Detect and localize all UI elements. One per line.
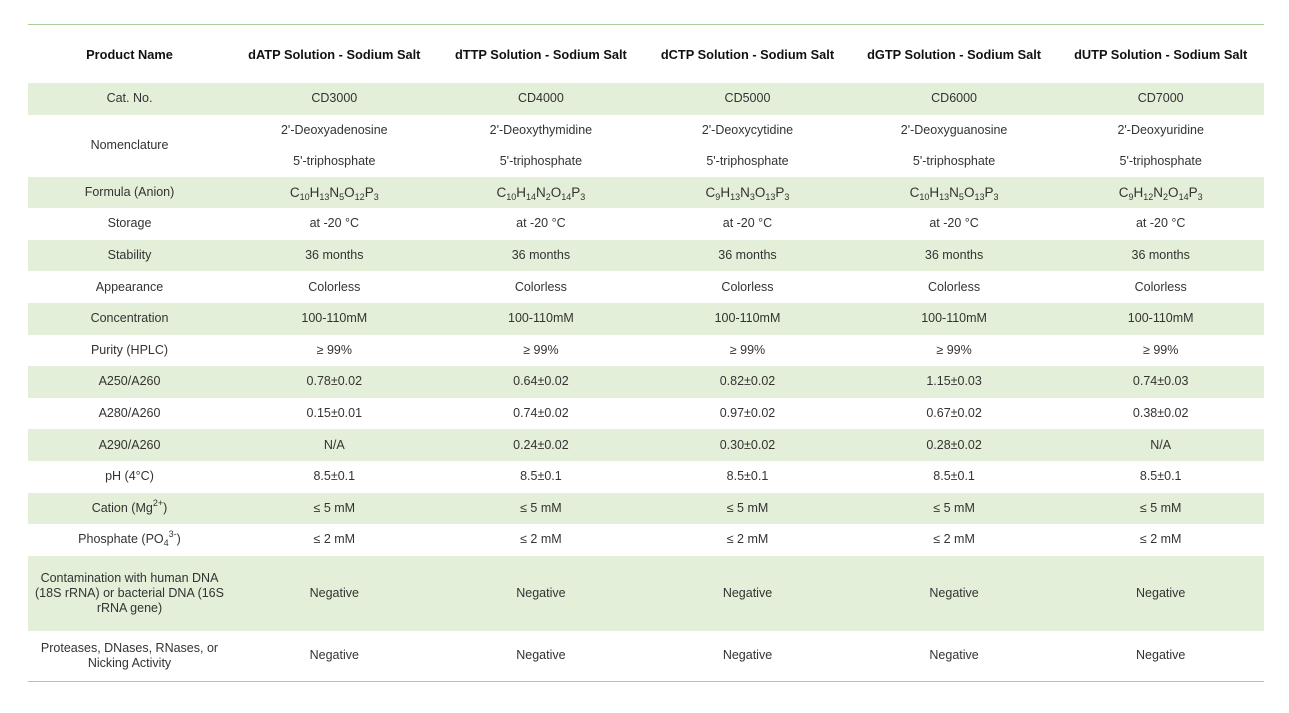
formula-element: H [516,184,526,200]
product-specifications [28,24,1264,682]
cell: 0.74±0.03 [1057,366,1264,398]
row-cation [28,493,1264,525]
formula-subscript: 3 [993,191,999,202]
cell: 100-110mM [851,303,1058,335]
row-label: Storage [107,216,152,231]
row-label: Purity (HPLC) [90,342,169,357]
cell: Negative [438,556,645,631]
row-label: Nomenclature [90,138,169,153]
cell: Colorless [721,279,774,294]
cell: 0.30±0.02 [644,429,851,461]
row-label: Cat. No. [28,83,231,115]
formula-subscript: 14 [561,191,572,202]
cell: ≤ 5 mM [644,493,851,525]
formula-element: N [949,184,959,200]
formula-element: O [1168,184,1179,200]
formula-element: C [1118,184,1129,200]
cell: at -20 °C [929,216,979,231]
row-phosphate [28,524,1264,556]
row-label: Appearance [95,279,164,294]
cell: CD3000 [231,83,438,115]
header-product: dATP Solution - Sodium Salt [248,46,421,62]
cell: at -20 °C [722,216,773,231]
row-ph [28,461,1264,493]
formula-element: C [705,184,716,200]
phosphate-label-sup: 3- [168,529,177,540]
cell: CD7000 [1057,83,1264,115]
formula-cell [851,177,1058,209]
row-storage [28,208,1264,240]
cation-label-post: ) [163,500,168,515]
row-label: A290/A260 [28,429,231,461]
cell: 36 months [438,240,645,272]
cell: 8.5±0.1 [520,469,562,484]
nomenclature-line1: 2'-Deoxythymidine [489,122,593,137]
cell: ≤ 5 mM [851,493,1058,525]
cation-label-pre: Cation (Mg [91,500,153,515]
row-proteases [28,631,1264,682]
cell: 8.5±0.1 [726,469,769,484]
formula-subscript: 3 [580,191,586,202]
formula-subscript: 3 [749,191,755,202]
cell: 0.15±0.01 [306,406,363,421]
cell: ≤ 5 mM [231,493,438,525]
cell: Negative [231,556,438,631]
cell [231,115,438,177]
cell: 8.5±0.1 [313,469,356,484]
row-a290-a260 [28,429,1264,461]
formula-subscript: 2 [1163,191,1169,202]
header-label: Product Name [86,46,173,62]
formula-element: C [909,184,920,200]
header-product: dCTP Solution - Sodium Salt [660,46,835,62]
cell: 1.15±0.03 [851,366,1058,398]
cell: CD6000 [851,83,1058,115]
row-purity [28,335,1264,367]
cell: 0.38±0.02 [1132,406,1189,421]
cell: at -20 °C [309,216,360,231]
cell: 100-110mM [1057,303,1264,335]
formula-subscript: 3 [1197,191,1203,202]
formula-element: H [720,184,731,200]
cell: Colorless [514,279,567,294]
cell: 36 months [1057,240,1264,272]
cell: Negative [722,648,773,663]
formula-cell [231,177,438,209]
cell: ≤ 2 mM [726,532,769,547]
nomenclature-line2: 5'-triphosphate [1119,153,1202,168]
nomenclature-line2: 5'-triphosphate [706,153,789,168]
phosphate-label-post: ) [176,532,181,547]
cell: CD5000 [644,83,851,115]
row-a280-a260 [28,398,1264,430]
formula-subscript: 9 [715,191,721,202]
cell: 0.97±0.02 [719,406,776,421]
header-product: dTTP Solution - Sodium Salt [454,46,627,62]
cell: 0.24±0.02 [438,429,645,461]
nomenclature-line1: 2'-Deoxyadenosine [280,122,388,137]
row-nomenclature [28,115,1264,177]
formula-subscript: 10 [506,191,517,202]
nomenclature-line2: 5'-triphosphate [912,153,996,168]
formula-element: P [984,184,994,200]
cell: ≤ 2 mM [313,532,356,547]
formula-element: P [364,184,374,200]
formula-element: O [963,184,975,200]
cell: Negative [644,556,851,631]
cell: N/A [1057,429,1264,461]
formula-subscript: 9 [1128,191,1134,202]
formula-element: P [571,184,581,200]
cell: Negative [929,648,979,663]
row-label [28,524,231,556]
cell: 0.67±0.02 [926,406,982,421]
cell: ≤ 5 mM [438,493,645,525]
cell: 8.5±0.1 [1139,469,1182,484]
cell: 100-110mM [231,303,438,335]
cell: at -20 °C [516,216,566,231]
cell: 0.28±0.02 [851,429,1058,461]
cell [644,115,851,177]
row-label: Proteases, DNases, RNases, or Nicking Activity [40,640,219,670]
row-label: pH (4°C) [105,469,154,484]
cell: Negative [516,648,566,663]
row-appearance [28,271,1264,303]
cell: Negative [851,556,1058,631]
cell: 0.82±0.02 [644,366,851,398]
cell: ≥ 99% [936,342,972,357]
formula-subscript: 12 [1143,191,1154,202]
formula-element: O [550,184,562,200]
formula-subscript: 14 [1178,191,1189,202]
header-row [28,25,1264,84]
formula-subscript: 13 [765,191,776,202]
spec-table [28,24,1264,682]
cell: 36 months [231,240,438,272]
formula-cell [644,177,851,209]
row-label: Formula (Anion) [28,177,231,209]
cell: ≥ 99% [316,342,352,357]
cell: 100-110mM [438,303,645,335]
phosphate-label-sub: 4 [163,538,169,549]
row-stability [28,240,1264,272]
formula-subscript: 5 [339,191,345,202]
row-catno [28,83,1264,115]
cell: ≥ 99% [729,342,766,357]
formula-element: N [740,184,750,200]
cell: ≤ 2 mM [1139,532,1182,547]
formula-element: N [535,184,546,200]
row-label: Contamination with human DNA (18S rRNA) or bacterial DNA (16S rRNA gene) [28,556,231,631]
cell: ≥ 99% [1143,342,1179,357]
cell: ≤ 2 mM [933,532,975,547]
formula-subscript: 12 [354,191,365,202]
cell: 36 months [644,240,851,272]
cell: CD4000 [438,83,645,115]
row-label: A280/A260 [98,406,161,421]
formula-element: C [289,184,300,200]
formula-subscript: 3 [784,191,790,202]
nomenclature-line2: 5'-triphosphate [293,153,376,168]
formula-element: O [754,184,766,200]
row-label: Stability [28,240,231,272]
cell: ≥ 99% [523,342,559,357]
row-concentration [28,303,1264,335]
phosphate-label-pre: Phosphate (PO [78,532,164,547]
nomenclature-line2: 5'-triphosphate [499,153,583,168]
formula-element: H [1133,184,1144,200]
cell: 0.64±0.02 [438,366,645,398]
formula-subscript: 13 [974,191,985,202]
cell: 0.74±0.02 [513,406,569,421]
row-contamination [28,556,1264,631]
cell [438,115,645,177]
formula-element: H [309,184,320,200]
row-a250-a260 [28,366,1264,398]
cell: 36 months [851,240,1058,272]
formula-element: N [329,184,340,200]
formula-cell [438,177,645,209]
formula-subscript: 3 [373,191,379,202]
cell: at -20 °C [1135,216,1186,231]
cell: Colorless [308,279,361,294]
formula-element: N [1153,184,1164,200]
cell: 8.5±0.1 [933,469,975,484]
formula-element: P [1188,184,1198,200]
formula-subscript: 2 [545,191,551,202]
cell: 0.78±0.02 [231,366,438,398]
cell: Negative [1136,648,1186,663]
cell: Colorless [928,279,981,294]
cell: Negative [309,648,359,663]
formula-element: O [344,184,355,200]
cell [1057,115,1264,177]
cell: ≤ 2 mM [520,532,562,547]
formula-subscript: 10 [299,191,310,202]
formula-subscript: 5 [958,191,964,202]
formula-subscript: 14 [525,191,536,202]
formula-subscript: 13 [939,191,950,202]
cation-label-sup: 2+ [152,497,164,508]
formula-subscript: 13 [319,191,330,202]
formula-element: P [775,184,785,200]
formula-element: C [496,184,507,200]
nomenclature-line1: 2'-Deoxycytidine [701,122,794,137]
row-label: Concentration [28,303,231,335]
cell: ≤ 5 mM [1057,493,1264,525]
header-product: dGTP Solution - Sodium Salt [867,46,1042,62]
cell: Colorless [1134,279,1187,294]
cell: Negative [1057,556,1264,631]
cell: N/A [231,429,438,461]
nomenclature-line1: 2'-Deoxyguanosine [900,122,1008,137]
row-label [28,493,231,525]
cell [851,115,1058,177]
formula-subscript: 13 [730,191,741,202]
row-label: A250/A260 [28,366,231,398]
cell: 100-110mM [644,303,851,335]
formula-subscript: 10 [919,191,930,202]
formula-cell [1057,177,1264,209]
header-product: dUTP Solution - Sodium Salt [1074,46,1248,62]
row-formula [28,177,1264,209]
formula-element: H [929,184,940,200]
nomenclature-line1: 2'-Deoxyuridine [1117,122,1204,137]
